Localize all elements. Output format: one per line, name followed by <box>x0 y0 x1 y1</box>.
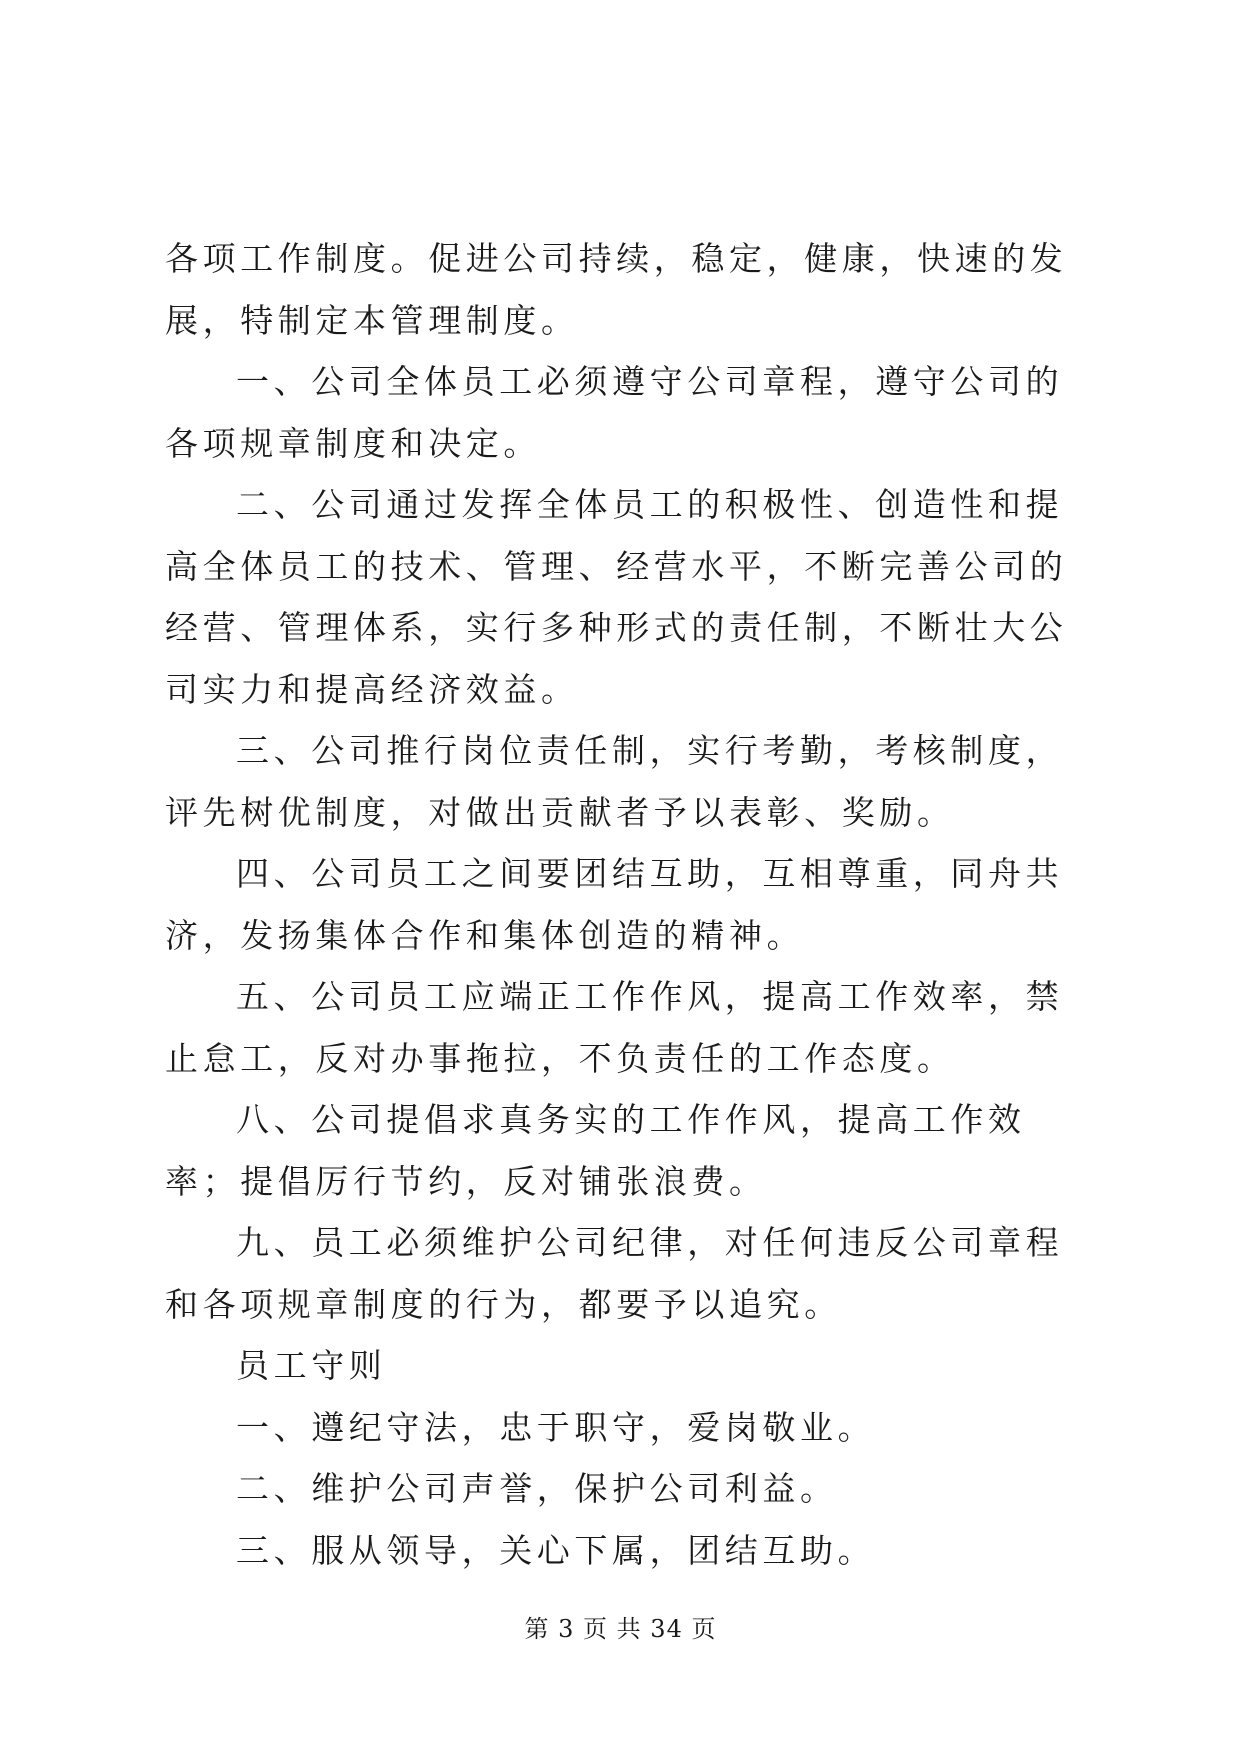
regulation-item-3: 三、公司推行岗位责任制，实行考勤，考核制度，评先树优制度，对做出贡献者予以表彰、奖励。 <box>165 731 1064 832</box>
paragraph: 各项工作制度。促进公司持续，稳定，健康，快速的发展，特制定本管理制度。 <box>165 239 1068 340</box>
regulation-item-2: 二、公司通过发挥全体员工的积极性、创造性和提高全体员工的技术、管理、经营水平，不断完善公司的经营、管理体系，实行多种形式的责任制，不断壮大公司实力和提高经济效益。 <box>165 485 1068 709</box>
regulation-item-9: 九、员工必须维护公司纪律，对任何违反公司章程和各项规章制度的行为，都要予以追究。 <box>165 1223 1064 1324</box>
regulation-item-8: 八、公司提倡求真务实的工作作风，提高工作效率；提倡厉行节约，反对铺张浪费。 <box>165 1100 1026 1201</box>
document-body <box>165 228 1085 1581</box>
regulation-item-5: 五、公司员工应端正工作作风，提高工作效率，禁止怠工，反对办事拖拉，不负责任的工作态度。 <box>165 977 1064 1078</box>
code-item-1: 一、遵纪守法，忠于职守，爱岗敬业。 <box>236 1407 876 1447</box>
code-item-3: 三、服从领导，关心下属，团结互助。 <box>236 1530 876 1570</box>
regulation-item-4: 四、公司员工之间要团结互助，互相尊重，同舟共济，发扬集体合作和集体创造的精神。 <box>165 854 1064 955</box>
page-number-footer: 第 3 页 共 34 页 <box>524 1615 717 1643</box>
section-heading-employee-code: 员工守则 <box>236 1346 387 1385</box>
regulation-item-1: 一、公司全体员工必须遵守公司章程，遵守公司的各项规章制度和决定。 <box>165 362 1064 463</box>
code-item-2: 二、维护公司声誉，保护公司利益。 <box>236 1469 838 1508</box>
